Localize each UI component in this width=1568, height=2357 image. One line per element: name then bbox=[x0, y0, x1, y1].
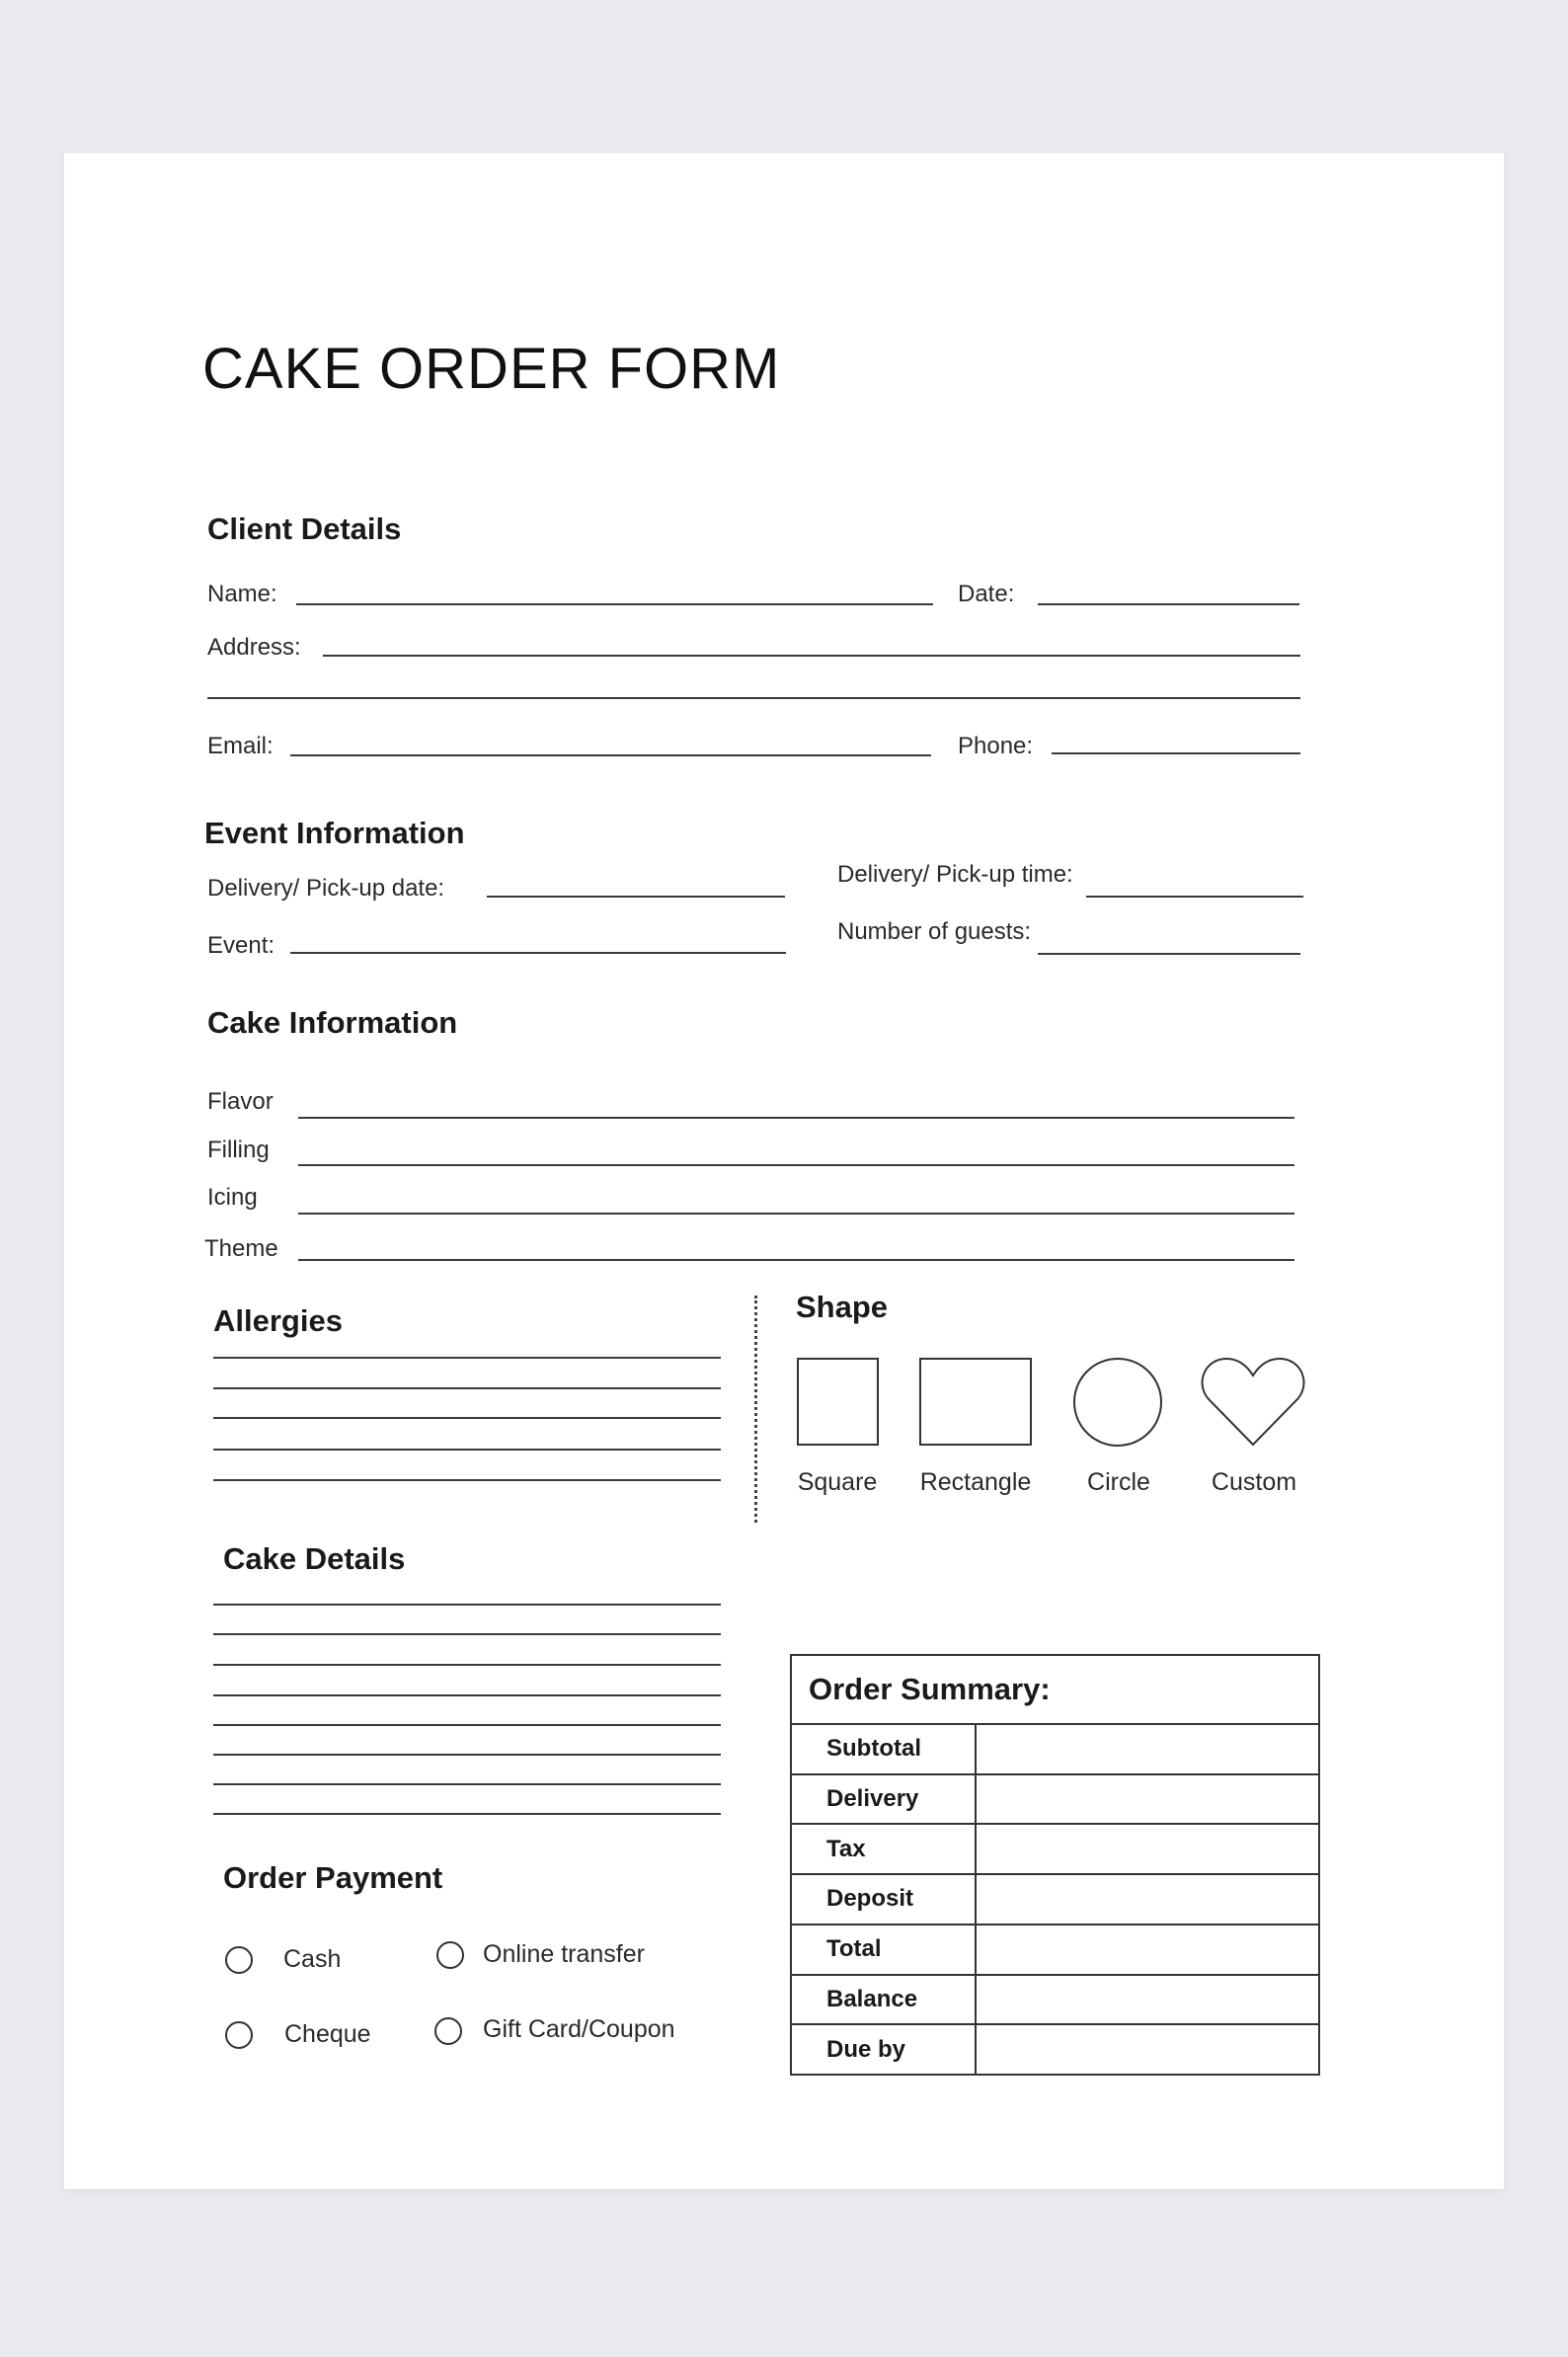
phone-label: Phone: bbox=[958, 733, 1034, 759]
online-transfer-radio[interactable] bbox=[436, 1941, 464, 1969]
cash-radio[interactable] bbox=[225, 1946, 253, 1974]
cheque-radio[interactable] bbox=[225, 2021, 253, 2049]
shape-heading: Shape bbox=[796, 1290, 889, 1324]
pickup-date-field[interactable] bbox=[487, 896, 785, 898]
circle-shape-option[interactable] bbox=[1073, 1358, 1162, 1447]
total-label: Total bbox=[791, 1925, 976, 1975]
cake-details-line[interactable] bbox=[213, 1783, 721, 1785]
due-by-value[interactable] bbox=[976, 2024, 1319, 2075]
order-payment-heading: Order Payment bbox=[223, 1860, 443, 1895]
pickup-time-field[interactable] bbox=[1086, 896, 1303, 898]
total-value[interactable] bbox=[976, 1925, 1319, 1975]
cake-information-heading: Cake Information bbox=[207, 1005, 458, 1040]
guests-label: Number of guests: bbox=[837, 918, 1032, 945]
guests-field[interactable] bbox=[1038, 953, 1300, 955]
name-label: Name: bbox=[207, 581, 277, 607]
circle-label: Circle bbox=[1087, 1468, 1150, 1496]
address-field[interactable] bbox=[323, 655, 1300, 657]
balance-label: Balance bbox=[791, 1975, 976, 2025]
order-summary-table bbox=[790, 1654, 1320, 2076]
date-field[interactable] bbox=[1038, 603, 1299, 605]
delivery-label: Delivery bbox=[791, 1774, 976, 1825]
filling-label: Filling bbox=[207, 1137, 270, 1163]
balance-value[interactable] bbox=[976, 1975, 1319, 2025]
allergies-line[interactable] bbox=[213, 1417, 721, 1419]
pickup-date-label: Delivery/ Pick-up date: bbox=[207, 875, 445, 902]
allergies-line[interactable] bbox=[213, 1449, 721, 1451]
theme-label: Theme bbox=[204, 1235, 278, 1262]
deposit-value[interactable] bbox=[976, 1874, 1319, 1925]
gift-card-coupon-radio[interactable] bbox=[434, 2017, 462, 2045]
custom-label: Custom bbox=[1211, 1468, 1297, 1496]
event-information-heading: Event Information bbox=[204, 816, 465, 850]
email-field[interactable] bbox=[290, 754, 931, 756]
address-field-line-2[interactable] bbox=[207, 697, 1300, 699]
square-shape-option[interactable] bbox=[797, 1358, 879, 1446]
cake-details-line[interactable] bbox=[213, 1664, 721, 1666]
name-field[interactable] bbox=[296, 603, 933, 605]
theme-field[interactable] bbox=[298, 1259, 1294, 1261]
pickup-time-label: Delivery/ Pick-up time: bbox=[837, 861, 1073, 888]
cake-details-line[interactable] bbox=[213, 1813, 721, 1815]
allergies-heading: Allergies bbox=[213, 1303, 343, 1338]
allergies-line[interactable] bbox=[213, 1357, 721, 1359]
client-details-heading: Client Details bbox=[207, 511, 402, 546]
subtotal-value[interactable] bbox=[976, 1724, 1319, 1774]
delivery-value[interactable] bbox=[976, 1774, 1319, 1825]
cake-details-heading: Cake Details bbox=[223, 1541, 406, 1576]
date-label: Date: bbox=[958, 581, 1015, 607]
square-label: Square bbox=[797, 1468, 878, 1496]
due-by-label: Due by bbox=[791, 2024, 976, 2075]
form-page bbox=[64, 153, 1504, 2189]
allergies-line[interactable] bbox=[213, 1387, 721, 1389]
icing-field[interactable] bbox=[298, 1213, 1294, 1215]
rectangle-label: Rectangle bbox=[919, 1468, 1032, 1496]
section-divider bbox=[754, 1296, 757, 1523]
flavor-label: Flavor bbox=[207, 1088, 274, 1115]
icing-label: Icing bbox=[207, 1184, 258, 1211]
gift-card-coupon-label: Gift Card/Coupon bbox=[483, 2015, 675, 2043]
cake-details-line[interactable] bbox=[213, 1724, 721, 1726]
filling-field[interactable] bbox=[298, 1164, 1294, 1166]
cake-details-line[interactable] bbox=[213, 1694, 721, 1696]
subtotal-label: Subtotal bbox=[791, 1724, 976, 1774]
page-title: CAKE ORDER FORM bbox=[202, 337, 781, 401]
online-transfer-label: Online transfer bbox=[483, 1940, 645, 1968]
cake-details-line[interactable] bbox=[213, 1604, 721, 1606]
event-field[interactable] bbox=[290, 952, 786, 954]
order-summary-heading: Order Summary: bbox=[791, 1655, 1319, 1724]
email-label: Email: bbox=[207, 733, 274, 759]
allergies-line[interactable] bbox=[213, 1479, 721, 1481]
custom-heart-shape-option[interactable] bbox=[1201, 1356, 1305, 1449]
address-label: Address: bbox=[207, 634, 301, 661]
cash-label: Cash bbox=[283, 1945, 342, 1973]
cake-details-line[interactable] bbox=[213, 1633, 721, 1635]
cheque-label: Cheque bbox=[284, 2020, 371, 2048]
event-label: Event: bbox=[207, 932, 275, 959]
rectangle-shape-option[interactable] bbox=[919, 1358, 1032, 1446]
cake-details-line[interactable] bbox=[213, 1754, 721, 1756]
deposit-label: Deposit bbox=[791, 1874, 976, 1925]
flavor-field[interactable] bbox=[298, 1117, 1294, 1119]
tax-value[interactable] bbox=[976, 1824, 1319, 1874]
tax-label: Tax bbox=[791, 1824, 976, 1874]
phone-field[interactable] bbox=[1052, 752, 1300, 754]
